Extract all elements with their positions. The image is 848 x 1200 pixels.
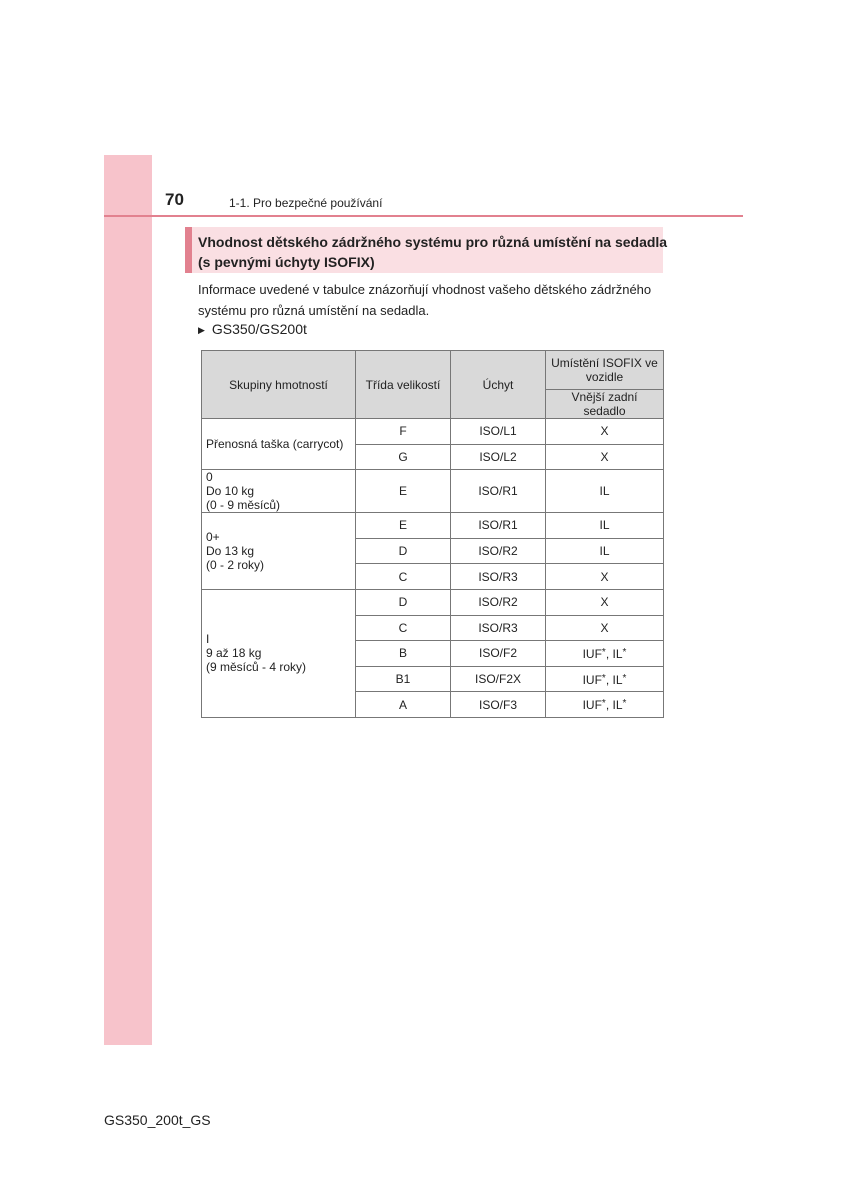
suitability-value-extra: , IL — [605, 646, 623, 661]
suitability-value: X — [600, 424, 609, 439]
suitability-value: X — [600, 620, 609, 635]
suitability-cell — [546, 538, 664, 564]
size-class-cell: G — [356, 444, 451, 470]
size-class-cell: B1 — [356, 666, 451, 692]
suitability-cell — [546, 692, 664, 718]
suitability-cell — [546, 615, 664, 641]
fixture-cell: ISO/L1 — [451, 419, 546, 445]
suitability-cell — [546, 513, 664, 539]
suitability-cell — [546, 470, 664, 513]
heading-line-1: Vhodnost dětského zádržného systému pro různá umístění na sedadla — [198, 234, 668, 250]
intro-line-2: systému pro různá umístění na sedadla. — [198, 303, 430, 318]
suitability-footnote-mark: * — [601, 672, 606, 684]
fixture-cell: ISO/F2X — [451, 666, 546, 692]
page-footer: GS350_200t_GS — [104, 1112, 211, 1128]
weight-group-cell — [202, 513, 356, 590]
suitability-footnote-mark: * — [622, 698, 627, 710]
weight-group-cell — [202, 419, 356, 470]
fixture-cell: ISO/R1 — [451, 470, 546, 513]
model-label-text: GS350/GS200t — [211, 321, 307, 337]
fixture-cell: ISO/R2 — [451, 538, 546, 564]
suitability-value: X — [600, 595, 609, 610]
size-class-cell: A — [356, 692, 451, 718]
suitability-value: X — [600, 449, 609, 464]
triangle-right-icon: ▶ — [198, 325, 205, 335]
intro-line-1: Informace uvedené v tabulce znázorňují vhodnost vašeho dětského zádržného — [198, 282, 652, 297]
fixture-cell: ISO/R2 — [451, 589, 546, 615]
suitability-footnote-mark: * — [601, 698, 606, 710]
weight-group-label-line: (9 měsíců - 4 roky) — [206, 660, 307, 675]
table-row — [202, 589, 664, 615]
size-class-cell: B — [356, 641, 451, 667]
model-label — [198, 321, 307, 337]
suitability-value: IUF — [582, 672, 602, 687]
header-fixture: Úchyt — [451, 351, 546, 419]
weight-group-label-line: 0 — [206, 470, 213, 485]
suitability-cell — [546, 444, 664, 470]
size-class-cell: D — [356, 589, 451, 615]
heading-line-2: (s pevnými úchyty ISOFIX) — [198, 254, 375, 270]
weight-group-label-line: (0 - 9 měsíců) — [206, 498, 281, 513]
size-class-cell: C — [356, 615, 451, 641]
header-rule — [104, 215, 743, 217]
suitability-value: IL — [599, 544, 610, 559]
weight-group-label-line: Do 10 kg — [206, 484, 255, 499]
size-class-cell: E — [356, 470, 451, 513]
header-isofix-positions: Umístění ISOFIX ve vozidle — [546, 351, 664, 390]
suitability-footnote-mark: * — [601, 646, 606, 658]
intro-paragraph — [198, 279, 668, 321]
weight-group-cell — [202, 589, 356, 717]
header-size-class: Třída velikostí — [356, 351, 451, 419]
table-row — [202, 513, 664, 539]
suitability-value-extra: , IL — [605, 672, 623, 687]
size-class-cell: C — [356, 564, 451, 590]
suitability-cell — [546, 564, 664, 590]
header-outer-rear-seat: Vnější zadní sedadlo — [546, 390, 664, 419]
suitability-value: IL — [599, 518, 610, 533]
suitability-footnote-mark: * — [622, 672, 627, 684]
table-body — [202, 419, 664, 718]
suitability-value: IL — [599, 484, 610, 499]
suitability-value-extra: , IL — [605, 698, 623, 713]
suitability-footnote-mark: * — [622, 646, 627, 658]
suitability-cell — [546, 419, 664, 445]
fixture-cell: ISO/R1 — [451, 513, 546, 539]
suitability-cell — [546, 589, 664, 615]
weight-group-label-line: I — [206, 632, 210, 647]
suitability-value: X — [600, 569, 609, 584]
fixture-cell: ISO/F3 — [451, 692, 546, 718]
section-title: 1-1. Pro bezpečné používání — [229, 196, 383, 210]
table-row — [202, 419, 664, 445]
fixture-cell: ISO/R3 — [451, 615, 546, 641]
size-class-cell: E — [356, 513, 451, 539]
suitability-value: IUF — [582, 646, 602, 661]
table-row — [202, 470, 664, 513]
suitability-cell — [546, 641, 664, 667]
fixture-cell: ISO/R3 — [451, 564, 546, 590]
weight-group-label-line: Přenosná taška (carrycot) — [206, 437, 344, 452]
section-heading — [185, 227, 668, 273]
isofix-compatibility-table — [201, 350, 664, 718]
size-class-cell: D — [356, 538, 451, 564]
weight-group-label-line: 9 až 18 kg — [206, 646, 262, 661]
side-color-band — [104, 155, 152, 1045]
size-class-cell: F — [356, 419, 451, 445]
weight-group-label-line: Do 13 kg — [206, 544, 255, 559]
weight-group-label-line: 0+ — [206, 530, 220, 545]
suitability-value: IUF — [582, 698, 602, 713]
weight-group-label-line: (0 - 2 roky) — [206, 558, 265, 573]
weight-group-cell — [202, 470, 356, 513]
fixture-cell: ISO/L2 — [451, 444, 546, 470]
suitability-cell — [546, 666, 664, 692]
fixture-cell: ISO/F2 — [451, 641, 546, 667]
page-number: 70 — [165, 190, 184, 209]
header-weight-groups: Skupiny hmotností — [202, 351, 356, 419]
